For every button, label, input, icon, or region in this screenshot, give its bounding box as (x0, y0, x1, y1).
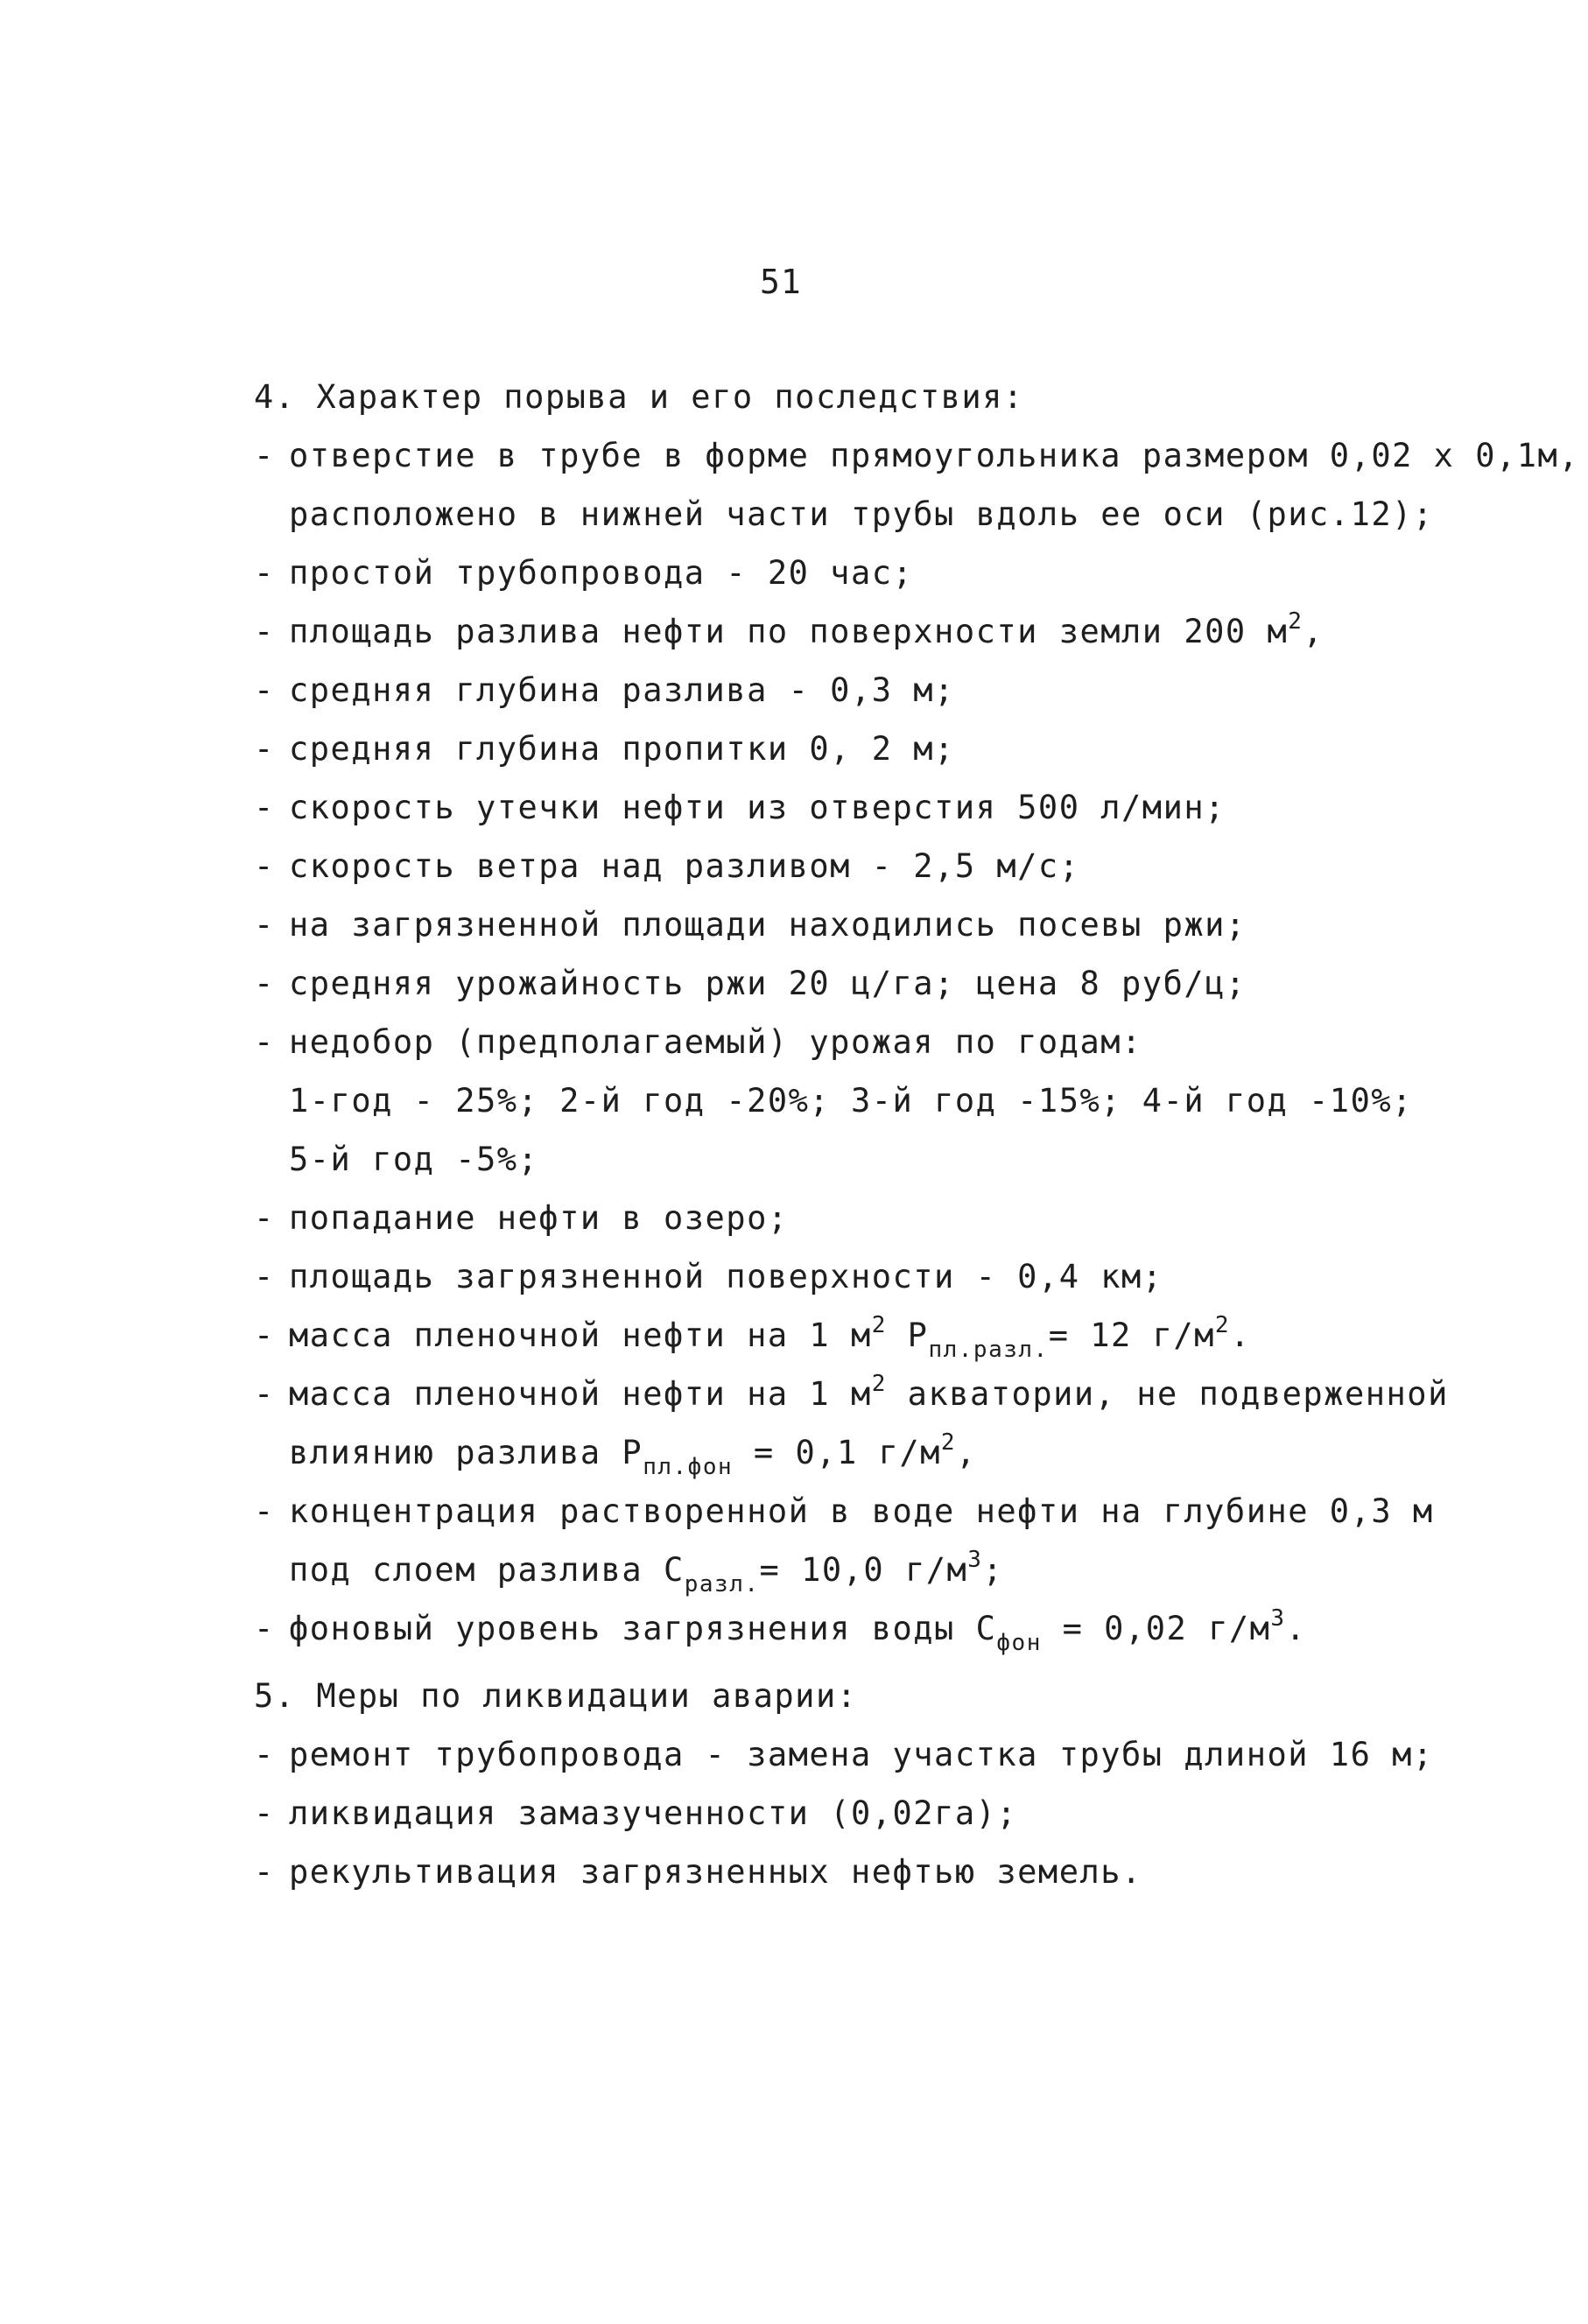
list-item-soak-depth (254, 720, 1392, 778)
list-item-hole (254, 426, 1580, 485)
bullet: - (254, 1199, 275, 1237)
bullet: - (254, 1316, 275, 1354)
item-text: площадь загрязненной поверхности - 0,4 км; (289, 1258, 1163, 1295)
item-text: = 12 г/м (1048, 1316, 1215, 1354)
list-item-concentration (254, 1482, 1434, 1541)
item-text: ремонт трубопровода - замена участка трубы длиной 16 м; (289, 1736, 1434, 1773)
list-item-lake (254, 1189, 1392, 1247)
superscript: 2 (1288, 608, 1303, 635)
item-text: скорость ветра над разливом - 2,5 м/с; (289, 847, 1080, 885)
bullet: - (254, 437, 275, 474)
item-text: на загрязненной площади находились посевы ржи; (289, 906, 1247, 944)
list-item-film-background (254, 1365, 1449, 1423)
bullet: - (254, 613, 275, 650)
subscript: разл. (684, 1571, 760, 1597)
subscript: пл.разл. (928, 1337, 1049, 1363)
bullet: - (254, 1375, 275, 1413)
item-text-end: , (956, 1434, 977, 1471)
item-text: отверстие в трубе в форме прямоугольника размером 0,02 х 0,1м, (289, 437, 1580, 474)
list-item-recultivation (254, 1843, 1392, 1901)
list-item-concentration-continued (254, 1541, 1392, 1599)
list-item-shortfall-year5: 5-й год -5%; (289, 1141, 539, 1178)
bullet: - (254, 730, 275, 768)
item-text: масса пленочной нефти на 1 м (289, 1316, 872, 1354)
list-item-spill-area (254, 602, 1392, 661)
bullet: - (254, 554, 275, 592)
subscript: пл.фон (643, 1454, 734, 1480)
list-item-cleanup (254, 1784, 1392, 1843)
item-text: = 0,02 г/м (1041, 1610, 1271, 1647)
list-item-downtime (254, 544, 1392, 602)
superscript: 3 (1270, 1605, 1286, 1632)
list-item-hole-continued: расположено в нижней части трубы вдоль ее оси (рис.12); (289, 495, 1434, 533)
item-text: рекультивация загрязненных нефтью земель. (289, 1853, 1142, 1891)
item-text: масса пленочной нефти на 1 м (289, 1375, 872, 1413)
item-text: скорость утечки нефти из отверстия 500 л/мин; (289, 789, 1226, 826)
list-item-repair (254, 1725, 1434, 1784)
list-item-avg-depth (254, 661, 1392, 720)
list-item-shortfall-years: 1-год - 25%; 2-й год -20%; 3-й год -15%; 4-й год -10%; (289, 1082, 1413, 1120)
superscript: 2 (871, 1371, 887, 1397)
superscript: 3 (967, 1547, 983, 1573)
item-text-end: , (1303, 613, 1325, 650)
list-item-wind (254, 837, 1392, 895)
item-text: акватории, не подверженной (886, 1375, 1449, 1413)
list-item-yield (254, 954, 1392, 1013)
item-text-end: . (1285, 1610, 1307, 1647)
bullet: - (254, 1794, 275, 1832)
bullet: - (254, 1853, 275, 1891)
superscript: 2 (871, 1312, 887, 1338)
list-item-polluted-area (254, 1247, 1392, 1306)
bullet: - (254, 906, 275, 944)
item-text: простой трубопровода - 20 час; (289, 554, 914, 592)
bullet: - (254, 1023, 275, 1061)
superscript: 2 (940, 1429, 957, 1456)
document-body (254, 368, 1580, 1901)
item-text: попадание нефти в озеро; (289, 1199, 789, 1237)
bullet: - (254, 1258, 275, 1295)
bullet: - (254, 1610, 275, 1647)
item-text: влиянию разлива P (289, 1434, 643, 1471)
item-text: средняя глубина разлива - 0,3 м; (289, 671, 955, 709)
item-text: средняя урожайность ржи 20 ц/га; цена 8 руб/ц; (289, 965, 1247, 1002)
item-text: площадь разлива нефти по поверхности земли 200 м (289, 613, 1289, 650)
item-text-end: ; (982, 1551, 1004, 1589)
section-5-heading: 5. Меры по ликвидации аварии: (254, 1677, 858, 1715)
bullet: - (254, 1492, 275, 1530)
list-item-shortfall (254, 1013, 1392, 1071)
subscript: фон (996, 1630, 1042, 1656)
item-text: под слоем разлива C (289, 1551, 685, 1589)
section-4-heading: 4. Характер порыва и его последствия: (254, 378, 1024, 416)
list-item-leak-rate (254, 778, 1392, 837)
item-text: P (886, 1316, 929, 1354)
item-text: фоновый уровень загрязнения воды C (289, 1610, 997, 1647)
list-item-crops (254, 895, 1392, 954)
item-text: концентрация растворенной в воде нефти на глубине 0,3 м (289, 1492, 1434, 1530)
list-item-film-background-continued (254, 1423, 1392, 1482)
item-text: средняя глубина пропитки 0, 2 м; (289, 730, 955, 768)
bullet: - (254, 847, 275, 885)
list-item-film-mass (254, 1306, 1392, 1365)
bullet: - (254, 789, 275, 826)
section-gap (254, 1658, 1392, 1667)
list-item-background-level (254, 1599, 1392, 1658)
item-text-end: . (1230, 1316, 1251, 1354)
item-text: = 10,0 г/м (759, 1551, 968, 1589)
item-text: недобор (предполагаемый) урожая по годам: (289, 1023, 1142, 1061)
item-text: ликвидация замазученности (0,02га); (289, 1794, 1018, 1832)
bullet: - (254, 965, 275, 1002)
page-number: 51 (760, 263, 802, 301)
bullet: - (254, 671, 275, 709)
item-text: = 0,1 г/м (733, 1434, 941, 1471)
superscript: 2 (1214, 1312, 1231, 1338)
bullet: - (254, 1736, 275, 1773)
